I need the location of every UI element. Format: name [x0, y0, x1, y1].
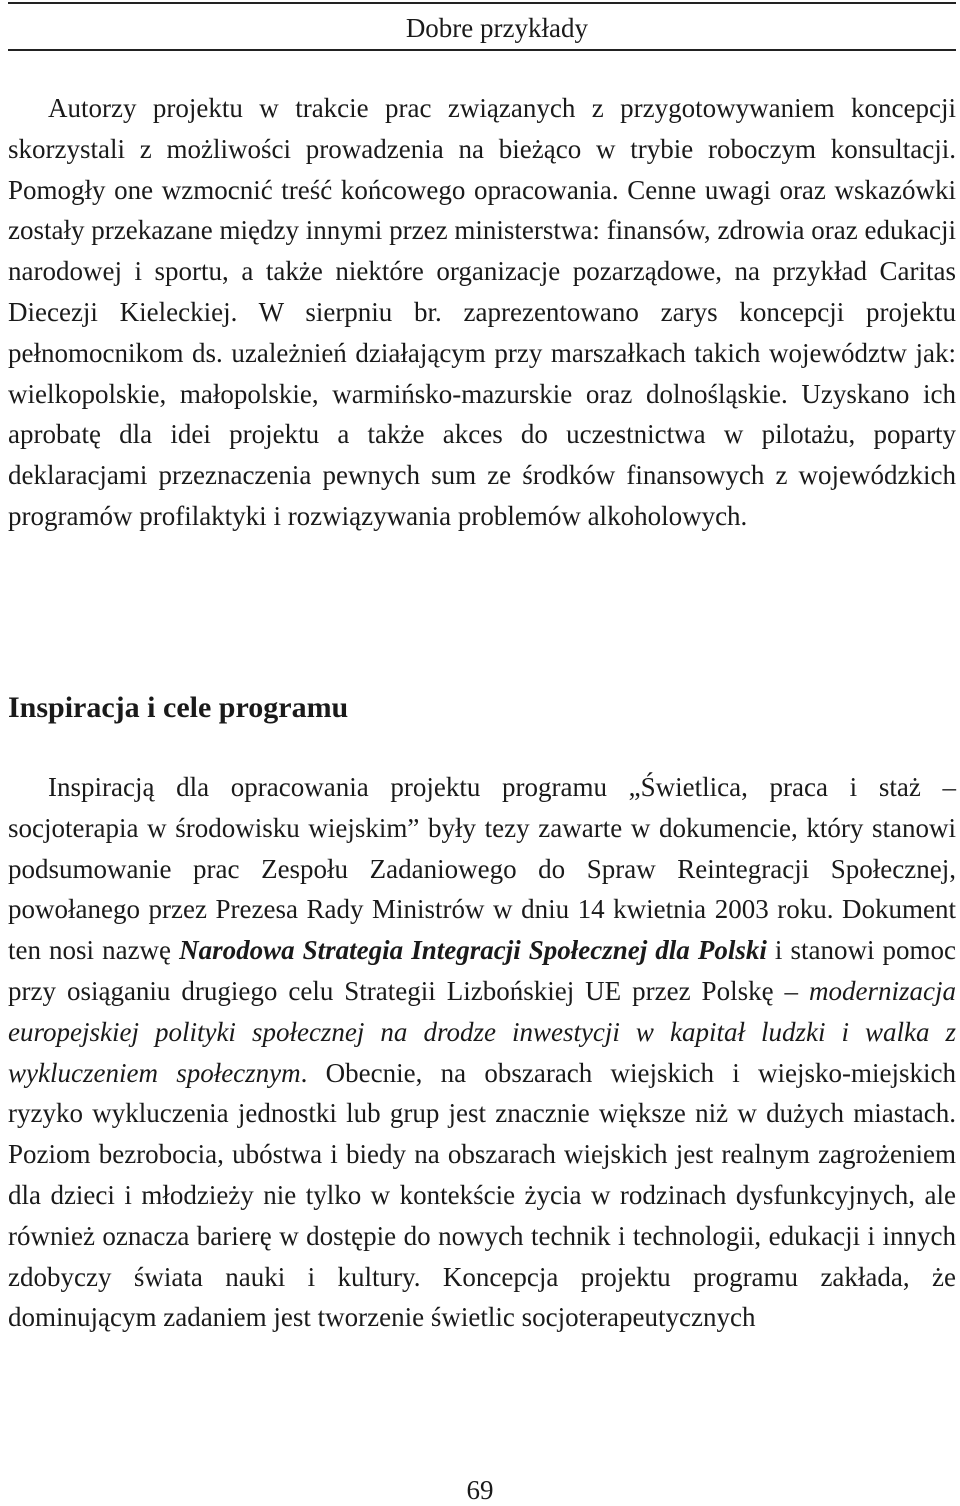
strategy-goal: modernizacja europejskiej polityki społecznej na drodze inwestycji w kapitał ludzki i walka z wykluczeniem społecznym [8, 975, 956, 1088]
document-title: Narodowa Strategia Integracji Społecznej dla Polski [179, 935, 767, 966]
header-bottom-rule [8, 49, 956, 51]
body-paragraph-2 [8, 767, 956, 1338]
paragraph-2-text-c: . Obecnie, na obszarach wiejskich i wiejsko-miejskich ryzyko wykluczenia jednostki lub grup jest znacznie większe niż w dużych miastach. Poziom bezrobocia, ubóstwa i biedy na obszarach wiejskich jest realnym zagrożeniem dla dzieci i młodzieży nie tylko w kontekście życia w rodzinach dysfunkcyjnych, ale również oznacza barierę w dostępie do nowych technik i technologii, edukacji i innych zdobyczy świata nauki i kultury. Koncepcja projektu programu zakłada, że dominującym zadaniem jest tworzenie świetlic socjoterapeutycznych [8, 1057, 956, 1333]
paragraph-2-text-a: Inspiracją dla opracowania projektu programu „Świetlica, praca i staż – socjoterapia w środowisku wiejskim” były tezy zawarte w dokumencie, który stanowi podsumowanie prac Zespołu Zadaniowego do Spraw Reintegracji Społecznej, powołanego przez Prezesa Rady Ministrów w dniu 14 kwietnia 2003 roku. Dokument ten nosi nazwę [8, 772, 956, 966]
running-header [0, 0, 960, 52]
running-header-title: Dobre przykłady [405, 13, 588, 43]
paragraph-2-text-b: i stanowi pomoc przy osiąganiu drugiego celu Strategii Lizbońskiej UE przez Polskę – [8, 935, 956, 1006]
header-top-rule [8, 2, 956, 4]
body-paragraph-1: Autorzy projektu w trakcie prac związanych z przygotowywaniem koncepcji skorzystali z możliwości prowadzenia na bieżąco w trybie roboczym konsultacji. Pomogły one wzmocnić treść końcowego opracowania. Cenne uwagi oraz wskazówki zostały przekazane między innymi przez ministerstwa: finansów, zdrowia oraz edukacji narodowej i sportu, a także niektóre organizacje pozarządowe, na przykład Caritas Diecezji Kieleckiej. W sierpniu br. zaprezentowano zarys koncepcji projektu pełnomocnikom ds. uzależnień działającym przy marszałkach takich województw jak: wielkopolskie, małopolskie, warmińsko-mazurskie oraz dolnośląskie. Uzyskano ich aprobatę dla idei projektu a także akces do uczestnictwa w pilotażu, poparty deklaracjami przeznaczenia pewnych sum ze środków finansowych z wojewódzkich programów profilaktyki i rozwiązywania problemów alkoholowych. [8, 93, 956, 531]
page-number: 69 [466, 1475, 494, 1505]
section-heading: Inspiracja i cele programu [8, 691, 349, 724]
